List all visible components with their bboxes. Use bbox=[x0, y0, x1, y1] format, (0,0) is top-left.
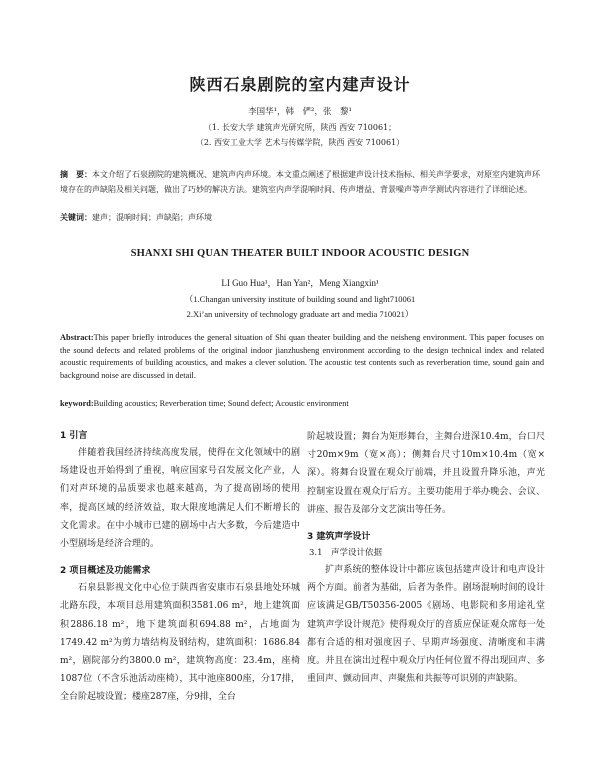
affiliation-cn-1: （1. 长安大学 建筑声光研究所，陕西 西安 710061； bbox=[203, 123, 397, 132]
section-1-paragraph: 伴随着我国经济持续高度发展，使得在文化领域中的剧场建设也开始得到了重视，响应国家号召发展文化产业，人们对声环境的品质要求也越来越高，为了提高剧场的使用率，提高区域的经济效益，取大限度地满足人们不断增长的文化需求。在中小城市已建的剧场中占大多数，今后建造中小型剧场是经济合理的。 bbox=[60, 448, 300, 550]
section-3-heading: 3 建筑声学设计 bbox=[307, 532, 371, 543]
affiliation-cn-2: （2. 西安工业大学 艺术与传媒学院，陕西 西安 710061） bbox=[195, 138, 405, 147]
body-column-left bbox=[60, 428, 300, 707]
section-2-paragraph: 石泉县影视文化中心位于陕西省安康市石泉县地处环城北路东段，本项目总用建筑面积3581.06 m²，地上建筑面积2886.18 m²，地下建筑面积694.88 m²，占地面为1749.42 m²为剪力墙结构及钢结构，建筑面积：1686.84 m²，剧院部分约3800.0 m²，建筑物高度：23.4m，座椅1087位（不含乐池活动座椅），其中池座800座，分17排，全台阶起坡设置；楼座287座，分9排，全台 bbox=[60, 583, 300, 703]
abstract-en-text: This paper briefly introduces the general situation of Shi quan theater building and the neisheng environment. This paper focuses on the sound defects and related problems of the original indoor jianzhusheng environment according to the design technical index and related acoustic requirements of building acoustics, and makes a clever solution. The acoustic test contents such as reverberation time, sound gain and background noise are discussed in detail. bbox=[60, 333, 544, 380]
keywords-en-text: Building acoustics; Reverberation time; Sound defect; Acoustic environment bbox=[93, 399, 349, 408]
abstract-en bbox=[60, 332, 544, 382]
subsection-3-1-heading: 3.1 声学设计依据 bbox=[309, 548, 383, 559]
keywords-cn bbox=[60, 212, 544, 224]
abstract-en-label: Abstract: bbox=[60, 333, 94, 342]
abstract-cn-label: 摘 要： bbox=[60, 170, 92, 179]
keywords-cn-label: 关键词： bbox=[60, 213, 92, 222]
paper-title-en: SHANXI SHI QUAN THEATER BUILT INDOOR ACOUSTIC DESIGN bbox=[130, 248, 470, 259]
section-2-continuation: 阶起坡设置；舞台为矩形舞台，主舞台进深10.4m，台口尺寸20m×9m（宽×高）；侧舞台尺寸10m×10.4m（宽×深）。将舞台设置在观众厅前端，并且设置升降乐池，声光控制室设置在观众厅后方。主要功能用于举办晚会、会议、讲座、报告及部分文艺演出等任务。 bbox=[307, 432, 545, 515]
keywords-en bbox=[60, 398, 544, 410]
affiliation-en-2: 2.Xi’an university of technology graduate art and media 710021） bbox=[186, 309, 414, 319]
abstract-cn bbox=[60, 168, 544, 197]
body-column-right bbox=[307, 428, 545, 688]
keywords-en-label: keyword: bbox=[60, 399, 94, 408]
authors-en: LI Guo Hua¹，Han Yan²，Meng Xiangxin¹ bbox=[221, 278, 379, 288]
affiliation-en-1: （1.Changan university institute of building sound and light710061 bbox=[184, 294, 416, 304]
abstract-cn-text: 本文介绍了石泉剧院的建筑概况、建筑声内声环境。本文重点阐述了根据建声设计技术指标、相关声学要求，对原室内建筑声环境存在的声缺陷及相关问题，做出了巧妙的解决方法。建筑室内声学混响时间、传声增益、背景噪声等声学测试内容进行了详细论述。 bbox=[60, 170, 540, 194]
section-2-heading: 2 项目概述及功能需求 bbox=[60, 566, 151, 577]
keywords-cn-text: 建声；混响时间；声缺陷；声环境 bbox=[92, 213, 212, 222]
paper-title-cn: 陕西石泉剧院的室内建声设计 bbox=[189, 75, 411, 94]
section-1-heading: 1 引言 bbox=[60, 431, 88, 441]
section-3-paragraph: 扩声系统的整体设计中都应该包括建声设计和电声设计两个方面。前者为基础，后者为条件。剧场混响时间的设计应该满足GB/T50356-2005《剧场、电影院和多用途礼堂建筑声学设计规范》使得观众厅的音质应保证观众席每一处都有合适的相对强度因子、早期声场强度、清晰度和丰满度。并且在演出过程中观众厅内任何位置不得出现回声、多重回声、颤动回声、声聚焦和共振等可识别的声缺陷。 bbox=[307, 565, 545, 685]
authors-cn: 李国华¹，韩 俨²，张 黎¹ bbox=[248, 107, 352, 117]
